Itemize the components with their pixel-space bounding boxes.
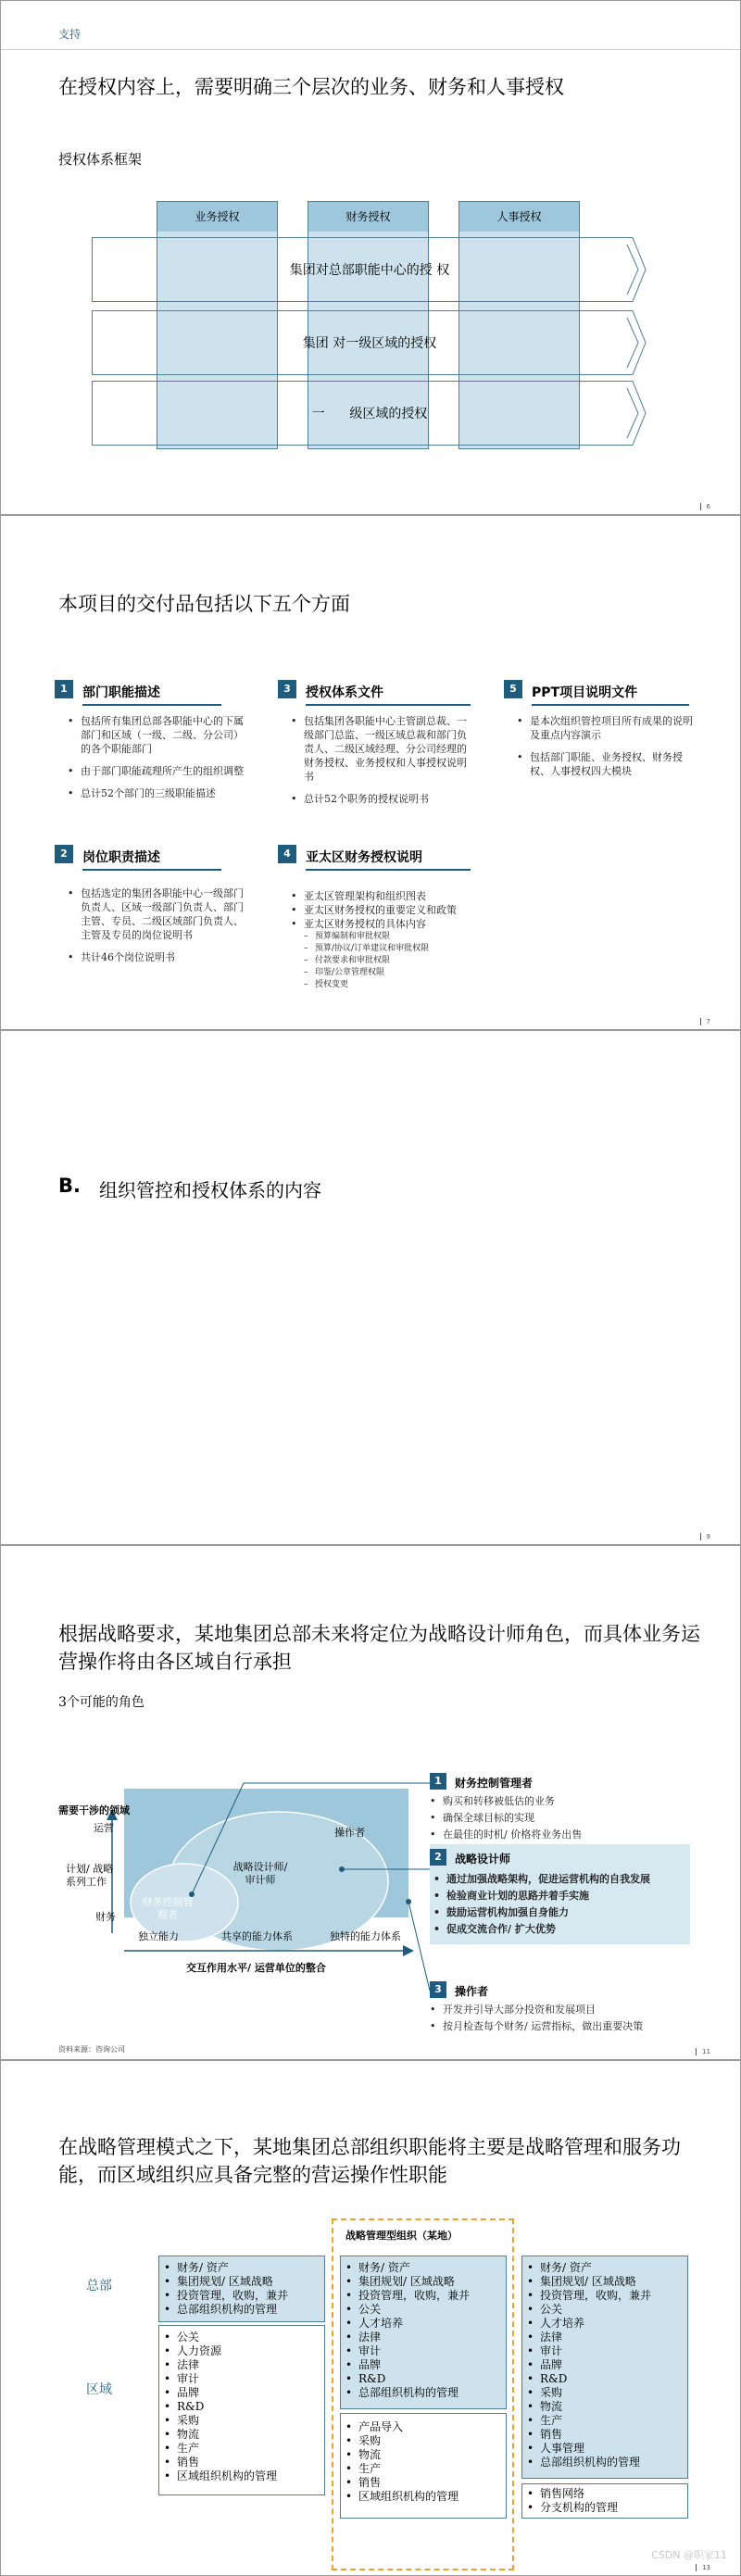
list-item: • 人力资源 <box>162 2344 320 2358</box>
zone-label-finance: 财务控制管理者 <box>142 1896 194 1921</box>
role-heading: 财务控制管理者 <box>455 1777 534 1790</box>
connector-operator <box>408 1902 430 1991</box>
slide-authorization-framework <box>0 0 741 515</box>
section-letter: B. <box>58 1175 81 1197</box>
bullet: • 包括选定的集团各职能中心一级部门负责人、区域一级部门负责人、部门主管、专员、二级区域部门负责人、主管及专员的岗位说明书 <box>68 886 249 942</box>
section-bullets <box>68 714 249 809</box>
list-item: • 总部组织机构的管理 <box>162 2303 320 2317</box>
role-heading: 战略设计师 <box>455 1853 511 1866</box>
slide-title: 在授权内容上，需要明确三个层次的业务、财务和人事授权 <box>58 76 564 98</box>
list-item: • 投资管理，收购，兼并 <box>344 2289 501 2303</box>
page-number: 11 <box>696 2048 710 2055</box>
list-item: • 人事管理 <box>525 2442 683 2456</box>
slide-deliverables <box>0 515 741 1030</box>
x-axis-label: 交互作用水平/ 运营单位的整合 <box>186 1962 326 1974</box>
list-item: • 销售网络 <box>525 2487 683 2501</box>
arrow-row-region1 <box>92 310 647 375</box>
list-item: • 品牌 <box>344 2358 501 2372</box>
column-header-hr: 人事授权 <box>458 201 580 233</box>
section-number: 4 <box>278 845 296 863</box>
list-item: • 集团规划/ 区域战略 <box>525 2275 683 2289</box>
zone-label-operator: 操作者 <box>334 1827 365 1839</box>
role-bullets <box>430 1794 689 1841</box>
region-list-financial <box>162 2331 320 2483</box>
arrow-row-region1-label: 集团 对一级区域的授权 <box>302 336 437 351</box>
bullet: • 亚太区财务授权的具体内容 <box>291 917 485 931</box>
section-number: 3 <box>278 680 296 698</box>
bullet: • 通过加强战略架构，促进运营机构的自我发展 <box>433 1872 688 1886</box>
list-item: • 审计 <box>525 2344 683 2358</box>
section-number: 2 <box>55 845 73 863</box>
list-item: • R&D <box>525 2372 683 2386</box>
list-item: • 总部组织机构的管理 <box>344 2386 501 2400</box>
bullet: • 由于部门职能疏理所产生的组织调整 <box>68 764 249 778</box>
role-bullets <box>433 1872 688 1936</box>
bullet: • 亚太区财务授权的重要定义和政策 <box>291 903 485 917</box>
list-item: • 投资管理，收购，兼并 <box>162 2289 320 2303</box>
arrow-row-hq <box>92 237 647 302</box>
list-item: • 区域组织机构的管理 <box>344 2490 501 2504</box>
sub-bullet: – 预算编制和审批权限 <box>291 931 485 943</box>
bullet: • 总计52个职务的授权说明书 <box>291 792 476 806</box>
arrow-row-hq-label: 集团对总部职能中心的授 权 <box>289 263 450 278</box>
list-item: • 审计 <box>162 2372 320 2386</box>
x-tick: 独立能力 <box>138 1930 179 1942</box>
y-tick: 计划/ 战略系列工作 <box>66 1863 114 1888</box>
slide-subtitle: 3个可能的角色 <box>58 1695 144 1710</box>
bullet: • 是本次组织管控项目所有成果的说明及重点内容演示 <box>517 714 698 742</box>
list-item: • 公关 <box>525 2303 683 2317</box>
column-header-finance: 财务授权 <box>308 201 429 233</box>
hq-list-operational <box>525 2261 683 2469</box>
section-heading: 岗位职责描述 <box>82 848 221 871</box>
list-item: • 采购 <box>162 2414 320 2428</box>
bullet: • 购买和转移被低估的业务 <box>430 1794 689 1808</box>
bullet: • 促成交流合作/ 扩大优势 <box>433 1922 688 1936</box>
list-item: • 产品导入 <box>344 2420 501 2434</box>
y-axis-label: 需要干涉的领域 <box>58 1804 130 1816</box>
slide-title: 在战略管理模式之下，某地集团总部组织职能将主要是战略管理和服务功能，而区域组织应具备完整的营运操作性职能 <box>58 2136 681 2186</box>
list-item: • 物流 <box>344 2448 501 2462</box>
list-item: • 生产 <box>344 2462 501 2476</box>
y-tick: 运营 <box>94 1822 114 1834</box>
section-number: 5 <box>504 680 522 698</box>
section-bullets <box>517 714 698 786</box>
list-item: • 分支机构的管理 <box>525 2501 683 2515</box>
bullet: • 确保全球目标的实现 <box>430 1811 689 1825</box>
list-item: • 财务/ 资产 <box>525 2261 683 2275</box>
divider <box>1 49 740 50</box>
page-number: 6 <box>700 503 710 510</box>
list-item: • 区域组织机构的管理 <box>162 2469 320 2483</box>
list-item: • R&D <box>162 2400 320 2414</box>
list-item: • 采购 <box>344 2434 501 2448</box>
section-bullets <box>291 889 485 991</box>
row-label-region: 区域 <box>86 2382 112 2397</box>
region-list-operational <box>525 2487 683 2515</box>
list-item: • 物流 <box>525 2400 683 2414</box>
slide-title: 本项目的交付品包括以下五个方面 <box>58 593 350 615</box>
section-number: 1 <box>55 680 73 698</box>
slide-strategic-management <box>0 2060 741 2576</box>
list-item: • 采购 <box>525 2386 683 2400</box>
bullet: • 包括集团各职能中心主管副总裁、一级部门总监、一级区域总裁和部门负责人、二级区域经理、分公司经理的财务授权、业务授权和人事授权说明书 <box>291 714 476 784</box>
bullet: • 总计52个部门的三级职能描述 <box>68 786 249 800</box>
page-number: 7 <box>700 1018 710 1025</box>
list-item: • 销售 <box>162 2456 320 2469</box>
list-item: • 法律 <box>525 2331 683 2344</box>
arrow-row-region2 <box>92 381 647 446</box>
section-title: 组织管控和授权体系的内容 <box>99 1179 321 1201</box>
bullet: • 按月检查每个财务/ 运营指标，做出重要决策 <box>430 2019 689 2033</box>
sub-bullet: – 授权变更 <box>291 979 485 991</box>
section-bullets <box>291 714 476 814</box>
row-label-hq: 总部 <box>86 2279 112 2293</box>
list-item: • 品牌 <box>162 2386 320 2400</box>
list-item: • 集团规划/ 区域战略 <box>344 2275 501 2289</box>
page-number: 13 <box>696 2564 710 2571</box>
x-tick: 独特的能力体系 <box>330 1930 401 1942</box>
list-item: • 销售 <box>525 2428 683 2442</box>
list-item: • 公关 <box>162 2331 320 2344</box>
bullet: • 开发并引导大部分投资和发展项目 <box>430 2003 689 2017</box>
role-number: 2 <box>430 1849 446 1866</box>
bullet: • 检验商业计划的思路并着手实施 <box>433 1889 688 1903</box>
bullet: • 共计46个岗位说明书 <box>68 950 249 964</box>
slide-three-roles <box>0 1545 741 2060</box>
list-item: • 财务/ 资产 <box>162 2261 320 2275</box>
list-item: • 品牌 <box>525 2358 683 2372</box>
section-heading: 亚太区财务授权说明 <box>306 848 471 871</box>
bullet: • 亚太区管理架构和组织图表 <box>291 889 485 903</box>
slide-tag: 支持 <box>58 28 82 41</box>
role-bullets <box>430 2003 689 2033</box>
page-number: 9 <box>700 1533 710 1540</box>
hq-list-financial <box>162 2261 320 2317</box>
list-item: • 总部组织机构的管理 <box>525 2456 683 2469</box>
sub-bullet: – 印鉴/公章管理权限 <box>291 967 485 979</box>
hq-list-strategic <box>344 2261 501 2400</box>
list-item: • 法律 <box>162 2358 320 2372</box>
list-item: • 投资管理，收购，兼并 <box>525 2289 683 2303</box>
role-number: 3 <box>430 1981 446 1998</box>
list-item: • 集团规划/ 区域战略 <box>162 2275 320 2289</box>
role-heading: 操作者 <box>455 1985 489 1998</box>
bullet: • 包括所有集团总部各职能中心的下属部门和区域（一级、二级、分公司）的各个职能部门 <box>68 714 249 756</box>
bullet: • 在最佳的时机/ 价格将业务出售 <box>430 1828 689 1841</box>
bullet: • 鼓励运营机构加强自身能力 <box>433 1905 688 1919</box>
strategic-org-title: 战略管理型组织（某地） <box>345 2230 458 2242</box>
bullet: • 包括部门职能、业务授权、财务授权、人事授权四大模块 <box>517 750 698 778</box>
y-tick: 财务 <box>95 1911 116 1923</box>
list-item: • 物流 <box>162 2428 320 2442</box>
list-item: • 法律 <box>344 2331 501 2344</box>
column-header-business: 业务授权 <box>157 201 278 233</box>
list-item: • 财务/ 资产 <box>344 2261 501 2275</box>
zone-label-strategy: 战略设计师/ 审计师 <box>232 1861 288 1886</box>
list-item: • R&D <box>344 2372 501 2386</box>
slide-subtitle: 授权体系框架 <box>58 151 143 168</box>
section-heading: PPT项目说明文件 <box>532 683 689 706</box>
list-item: • 生产 <box>525 2414 683 2428</box>
x-tick: 共享的能力体系 <box>221 1930 293 1942</box>
list-item: • 销售 <box>344 2476 501 2490</box>
sub-bullet: – 预算/协议/订单建议和审批权限 <box>291 943 485 955</box>
arrow-row-region2-label: 一 级区域的授权 <box>311 407 428 421</box>
section-bullets <box>68 886 249 973</box>
sub-bullet: – 付款要求和审批权限 <box>291 955 485 967</box>
section-heading: 授权体系文件 <box>306 683 471 706</box>
slide-title: 根据战略要求，某地集团总部未来将定位为战略设计师角色，而具体业务运营操作将由各区域自行承担 <box>58 1623 700 1673</box>
role-number: 1 <box>430 1773 446 1790</box>
source-note: 资料来源：咨询公司 <box>58 2045 125 2054</box>
operator-dot <box>406 1899 411 1904</box>
list-item: • 生产 <box>162 2442 320 2456</box>
list-item: • 人才培养 <box>525 2317 683 2331</box>
watermark: CSDN @职家11 <box>651 2549 727 2561</box>
region-list-strategic <box>344 2420 501 2504</box>
list-item: • 公关 <box>344 2303 501 2317</box>
strategy-dot <box>339 1866 345 1872</box>
section-heading: 部门职能描述 <box>82 683 221 706</box>
slide-section-divider <box>0 1030 741 1545</box>
list-item: • 人才培养 <box>344 2317 501 2331</box>
list-item: • 审计 <box>344 2344 501 2358</box>
